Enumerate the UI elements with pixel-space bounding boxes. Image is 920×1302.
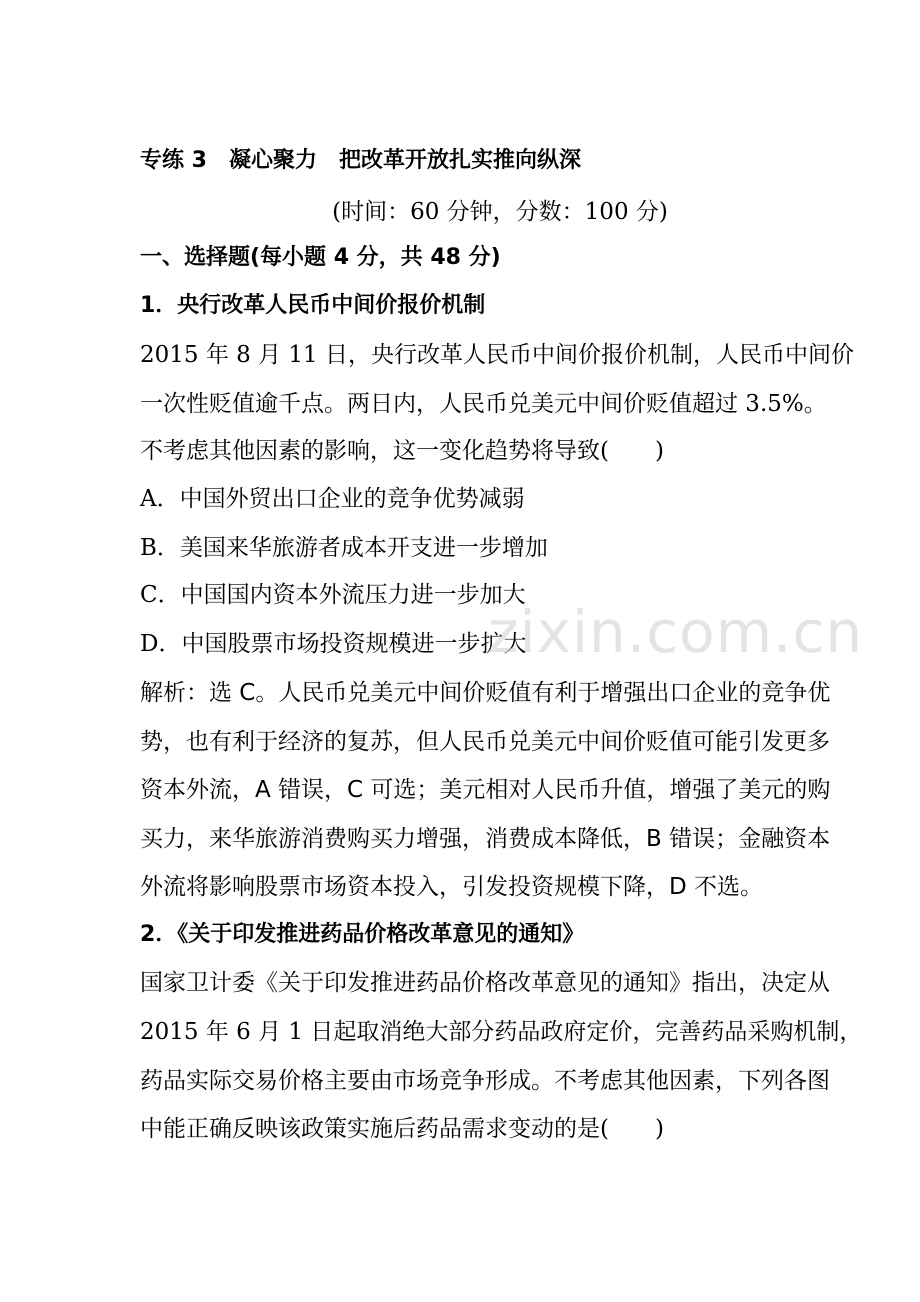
question-2-stem-line: 国家卫计委《关于印发推进药品价格改革意见的通知》指出，决定从 [140, 970, 830, 996]
page-subtitle: (时间：60 分钟，分数：100 分) [332, 199, 668, 225]
question-2-stem-line: 2015 年 6 月 1 日起取消绝大部分药品政府定价，完善药品采购机制， [140, 1019, 863, 1045]
question-1-analysis-line: 解析：选 C。人民币兑美元中间价贬值有利于增强出口企业的竞争优 [140, 680, 831, 706]
section-heading: 一、选择题(每小题 4 分，共 48 分) [140, 245, 501, 270]
question-1-option-c: C．中国国内资本外流压力进一步加大 [140, 582, 526, 608]
question-1-analysis-line: 资本外流，A 错误，C 可选；美元相对人民币升值，增强了美元的购 [140, 777, 831, 803]
question-1-analysis-line: 外流将影响股票市场资本投入，引发投资规模下降，D 不选。 [140, 874, 764, 900]
question-1-stem-line: 2015 年 8 月 11 日，央行改革人民币中间价报价机制，人民币中间价 [140, 342, 854, 368]
page-title: 专练 3 凝心聚力 把改革开放扎实推向纵深 [140, 148, 581, 173]
question-1-analysis-line: 势，也有利于经济的复苏，但人民币兑美元中间价贬值可能引发更多 [140, 729, 830, 755]
question-1-option-b: B．美国来华旅游者成本开支进一步增加 [140, 535, 548, 561]
question-1-stem-line: 不考虑其他因素的影响，这一变化趋势将导致( ) [140, 438, 664, 464]
question-1-option-a: A．中国外贸出口企业的竞争优势减弱 [140, 486, 525, 512]
question-1-analysis-line: 买力，来华旅游消费购买力增强，消费成本降低，B 错误；金融资本 [140, 826, 831, 852]
question-2-title: 2．《关于印发推进药品价格改革意见的通知》 [140, 922, 585, 947]
question-2-stem-line: 药品实际交易价格主要由市场竞争形成。不考虑其他因素，下列各图 [140, 1068, 830, 1094]
watermark: zixin.com.cn [488, 598, 864, 666]
question-2-stem-line: 中能正确反映该政策实施后药品需求变动的是( ) [140, 1116, 664, 1142]
question-1-stem-line: 一次性贬值逾千点。两日内，人民币兑美元中间价贬值超过 3.5%。 [140, 391, 827, 417]
question-1-title: 1．央行改革人民币中间价报价机制 [140, 293, 486, 318]
question-1-option-d: D．中国股票市场投资规模进一步扩大 [140, 631, 527, 657]
